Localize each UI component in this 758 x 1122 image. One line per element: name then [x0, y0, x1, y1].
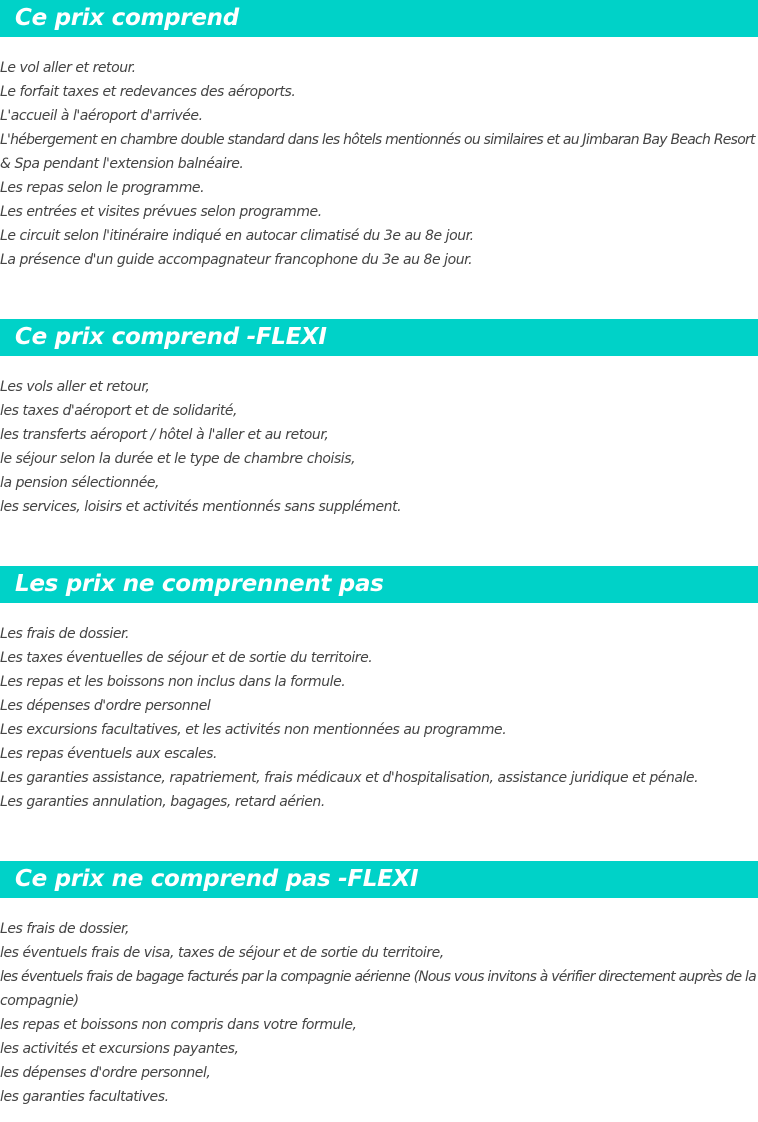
section-heading: Ce prix comprend	[0, 0, 758, 37]
line-list	[0, 375, 758, 519]
list-item: les services, loisirs et activités mentionnés sans supplément.	[0, 499, 402, 515]
list-item: Les garanties annulation, bagages, retard aérien.	[0, 794, 325, 810]
list-item: L'hébergement en chambre double standard dans les hôtels mentionnés ou similaires et au Jimbaran Bay Beach Resort	[0, 132, 755, 148]
list-item: les éventuels frais de bagage facturés par la compagnie aérienne (Nous vous invitons à vérifier directement auprès de la	[0, 969, 756, 985]
list-item: Les vols aller et retour,	[0, 379, 150, 395]
list-item: les dépenses d'ordre personnel,	[0, 1065, 211, 1081]
list-item: les transferts aéroport / hôtel à l'aller et au retour,	[0, 427, 329, 443]
list-item: Le forfait taxes et redevances des aéroports.	[0, 84, 296, 100]
section-heading: Ce prix ne comprend pas -FLEXI	[0, 861, 758, 898]
list-item: Les dépenses d'ordre personnel	[0, 698, 211, 714]
list-item: Les excursions facultatives, et les activités non mentionnées au programme.	[0, 722, 507, 738]
list-item: & Spa pendant l'extension balnéaire.	[0, 156, 244, 172]
section-heading: Les prix ne comprennent pas	[0, 566, 758, 603]
list-item: les taxes d'aéroport et de solidarité,	[0, 403, 238, 419]
list-item: les activités et excursions payantes,	[0, 1041, 239, 1057]
list-item: Le circuit selon l'itinéraire indiqué en autocar climatisé du 3e au 8e jour.	[0, 228, 474, 244]
list-item: Les garanties assistance, rapatriement, frais médicaux et d'hospitalisation, assistance juridique et pénale.	[0, 770, 699, 786]
list-item: Les repas et les boissons non inclus dans la formule.	[0, 674, 346, 690]
list-item: le séjour selon la durée et le type de chambre choisis,	[0, 451, 356, 467]
line-list	[0, 56, 758, 272]
list-item: Les frais de dossier.	[0, 626, 130, 642]
list-item: Les frais de dossier,	[0, 921, 130, 937]
section-price-includes-flexi	[0, 319, 758, 519]
list-item: les éventuels frais de visa, taxes de séjour et de sortie du territoire,	[0, 945, 444, 961]
list-item: les repas et boissons non compris dans votre formule,	[0, 1017, 357, 1033]
section-heading: Ce prix comprend -FLEXI	[0, 319, 758, 356]
line-list	[0, 917, 758, 1109]
list-item: les garanties facultatives.	[0, 1089, 169, 1105]
section-price-excludes-flexi	[0, 861, 758, 1109]
list-item: la pension sélectionnée,	[0, 475, 160, 491]
list-item: Les repas éventuels aux escales.	[0, 746, 217, 762]
list-item: Les taxes éventuelles de séjour et de sortie du territoire.	[0, 650, 373, 666]
list-item: Les repas selon le programme.	[0, 180, 205, 196]
list-item: L'accueil à l'aéroport d'arrivée.	[0, 108, 203, 124]
line-list	[0, 622, 758, 814]
section-price-excludes	[0, 566, 758, 814]
list-item: compagnie)	[0, 993, 79, 1009]
list-item: Le vol aller et retour.	[0, 60, 136, 76]
list-item: Les entrées et visites prévues selon programme.	[0, 204, 322, 220]
section-price-includes	[0, 0, 758, 272]
list-item: La présence d'un guide accompagnateur francophone du 3e au 8e jour.	[0, 252, 473, 268]
